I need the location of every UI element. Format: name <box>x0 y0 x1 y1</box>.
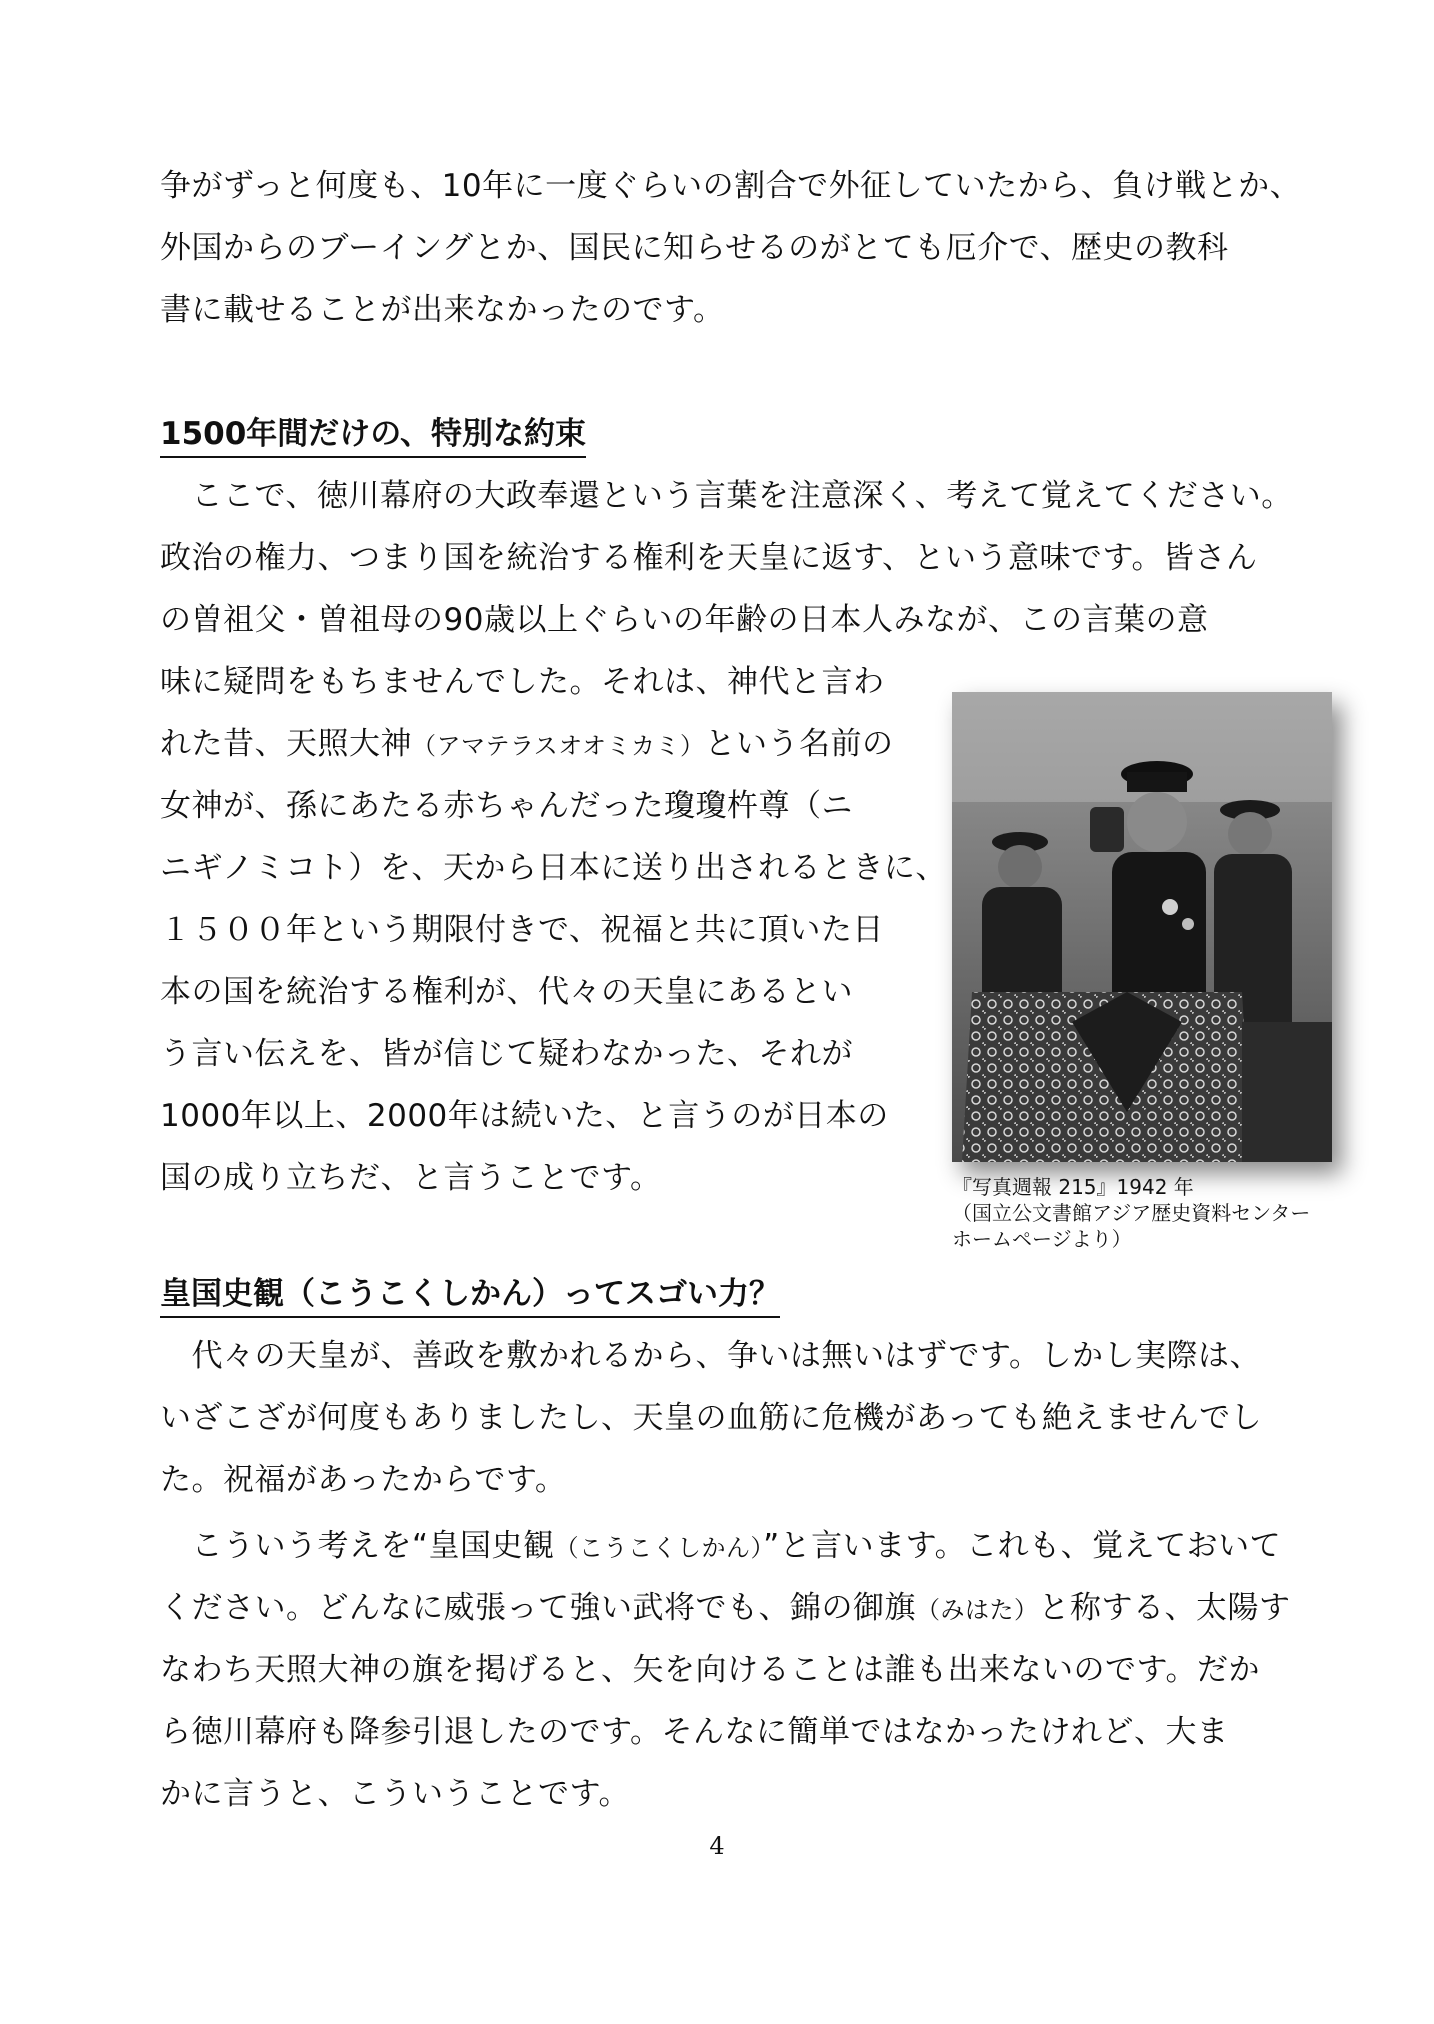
section2-line-5-ruby: （みはた） <box>916 1596 1039 1624</box>
section1-line-10: う言い伝えを、皆が信じて疑わなかった、それが <box>160 1036 853 1072</box>
section2-line-5 <box>160 1588 1291 1630</box>
section2-line-4-ruby: （こうこくしかん） <box>554 1534 764 1562</box>
section2-line-1: 代々の天皇が、善政を敷かれるから、争いは無いはずです。しかし実際は、 <box>160 1338 1261 1374</box>
intro-line-1: 争がずっと何度も、10年に一度ぐらいの割合で外征していたから、負け戦とか、 <box>160 168 1302 204</box>
section2-line-2: いざこざが何度もありましたし、天皇の血筋に危機があっても絶えませんでし <box>160 1400 1263 1436</box>
intro-line-2: 外国からのブーイングとか、国民に知らせるのがとても厄介で、歴史の教科 <box>160 230 1229 266</box>
section2-line-4-c: ”と言います。これも、覚えておいて <box>763 1528 1282 1564</box>
photo-illustration <box>952 692 1332 1162</box>
photo-caption-1: 『写真週報 215』1942 年 <box>952 1175 1194 1199</box>
section2-line-4 <box>160 1526 1281 1568</box>
section1-line-5 <box>160 724 894 766</box>
section2-heading: 皇国史観（こうこくしかん）ってスゴい力？ <box>160 1274 780 1318</box>
section1-line-6: 女神が、孫にあたる赤ちゃんだった瓊瓊杵尊（ニ <box>160 788 853 824</box>
page-number: 4 <box>709 1832 725 1860</box>
section1-line-3: の曽祖父・曽祖母の90歳以上ぐらいの年齢の日本人みなが、この言葉の意 <box>160 602 1209 638</box>
section2-line-5-a: ください。どんなに威張って強い武将でも、錦の御旗 <box>160 1590 916 1626</box>
intro-line-3: 書に載せることが出来なかったのです。 <box>160 292 725 328</box>
section1-line-11: 1000年以上、2000年は続いた、と言うのが日本の <box>160 1098 889 1134</box>
section1-line-12: 国の成り立ちだ、と言うことです。 <box>160 1160 662 1196</box>
section2-line-3: た。祝福があったからです。 <box>160 1462 567 1498</box>
historical-photo <box>952 692 1332 1162</box>
section1-line-2: 政治の権力、つまり国を統治する権利を天皇に返す、という意味です。皆さん <box>160 540 1258 576</box>
section1-line-5-a: れた昔、天照大神 <box>160 726 412 762</box>
section1-line-4: 味に疑問をもちませんでした。それは、神代と言わ <box>160 664 885 700</box>
section1-line-5-c: という名前の <box>704 726 894 762</box>
section1-line-5-ruby: （アマテラスオオミカミ） <box>412 732 705 760</box>
section2-line-5-c: と称する、太陽す <box>1038 1590 1291 1626</box>
section1-heading: 1500年間だけの、特別な約束 <box>160 414 586 458</box>
section1-line-9: 本の国を統治する権利が、代々の天皇にあるとい <box>160 974 853 1010</box>
photo-caption-3: ホームページより） <box>952 1227 1132 1251</box>
section2-line-7: ら徳川幕府も降参引退したのです。そんなに簡単ではなかったけれど、大ま <box>160 1714 1229 1750</box>
photo-caption-2: （国立公文書館アジア歴史資料センター <box>952 1201 1311 1225</box>
section2-line-6: なわち天照大神の旗を掲げると、矢を向けることは誰も出来ないのです。だか <box>160 1652 1261 1688</box>
section1-line-1: ここで、徳川幕府の大政奉還という言葉を注意深く、考えて覚えてください。 <box>160 478 1293 514</box>
section1-line-8: １５００年という期限付きで、祝福と共に頂いた日 <box>160 912 884 948</box>
section1-line-7: ニギノミコト）を、天から日本に送り出されるときに、 <box>160 850 947 886</box>
section2-line-8: かに言うと、こういうことです。 <box>160 1776 631 1812</box>
section2-line-4-a: こういう考えを“皇国史観 <box>160 1528 555 1564</box>
